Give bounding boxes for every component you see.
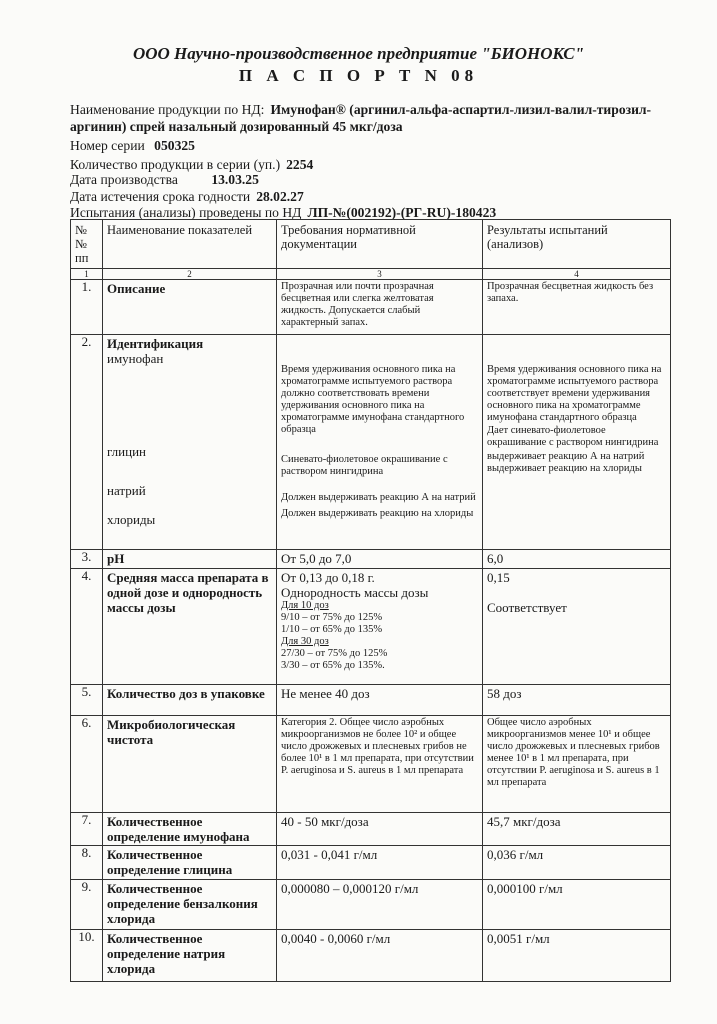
table-row bbox=[71, 846, 671, 880]
col-num-4: 4 bbox=[483, 269, 671, 280]
row-result: 6,0 bbox=[483, 550, 671, 569]
row-requirement: Категория 2. Общее число аэробных микроорганизмов не более 10² и общее число дрожжевых и плесневых грибов не более 10¹ в 1 мл препарата, при отсутствии P. aeruginosa и S. aureus в 1 мл препарата bbox=[277, 716, 483, 813]
row-name: Описание bbox=[107, 281, 166, 296]
sub-name-sodium: натрий bbox=[107, 483, 146, 498]
res-mass: 0,15 bbox=[487, 570, 510, 585]
table-row bbox=[71, 335, 671, 550]
req-30-doses: Для 30 доз bbox=[281, 636, 329, 647]
row-result: 0,0051 г/мл bbox=[483, 930, 671, 982]
row-result: Прозрачная бесцветная жидкость без запаха. bbox=[483, 280, 671, 335]
header-req: Требования нормативной документации bbox=[277, 220, 483, 269]
row-number: 7. bbox=[71, 813, 103, 846]
prod-date-line bbox=[70, 171, 670, 188]
row-name: pH bbox=[107, 551, 125, 566]
col-num-1: 1 bbox=[71, 269, 103, 280]
req-10-a: 9/10 – от 75% до 125% bbox=[281, 612, 383, 623]
row-result: Общее число аэробных микроорганизмов менее 10¹ и общее число дрожжевых и плесневых грибов менее 10¹ в 1 мл препарата, при отсутствии P. aeruginosa и S. aureus в 1 мл препарата bbox=[483, 716, 671, 813]
series-value: 050325 bbox=[154, 138, 195, 153]
row-name: Идентификация bbox=[107, 336, 204, 351]
row-number: 6. bbox=[71, 716, 103, 813]
exp-line bbox=[70, 188, 670, 205]
exp-value: 28.02.27 bbox=[256, 189, 304, 204]
table-row bbox=[71, 569, 671, 685]
row-result: 0,000100 г/мл bbox=[483, 880, 671, 930]
row-name: Количественное определение бензалкония хлорида bbox=[107, 881, 258, 926]
row-requirement: 0,0040 - 0,0060 г/мл bbox=[277, 930, 483, 982]
row-requirement: Не менее 40 доз bbox=[277, 685, 483, 716]
row-number: 1. bbox=[71, 280, 103, 335]
sub-req-chlorides: Должен выдерживать реакцию на хлориды bbox=[281, 508, 474, 519]
table-row bbox=[71, 550, 671, 569]
sub-req-glycine: Синевато-фиолетовое окрашивание с раствором нингидрина bbox=[281, 454, 448, 477]
req-30-a: 27/30 – от 75% до 125% bbox=[281, 648, 388, 659]
sub-res-glycine: Дает синевато-фиолетовое окрашивание с раствором нингидрина bbox=[487, 425, 659, 448]
row-requirement: 0,031 - 0,041 г/мл bbox=[277, 846, 483, 880]
table-row bbox=[71, 685, 671, 716]
sub-name-chlorides: хлориды bbox=[107, 512, 156, 527]
tests-label: Испытания (анализы) проведены по НД bbox=[70, 205, 302, 220]
tests-value: ЛП-№(002192)-(РГ-RU)-180423 bbox=[307, 205, 497, 220]
row-requirement: Прозрачная или почти прозрачная бесцветная или слегка желтоватая жидкость. Допускается слабый характерный запах. bbox=[277, 280, 483, 335]
header-num: №№ пп bbox=[71, 220, 103, 269]
req-30-b: 3/30 – от 65% до 135%. bbox=[281, 660, 385, 671]
row-number: 4. bbox=[71, 569, 103, 685]
row-requirement: 0,000080 – 0,000120 г/мл bbox=[277, 880, 483, 930]
row-requirement: От 5,0 до 7,0 bbox=[277, 550, 483, 569]
row-number: 3. bbox=[71, 550, 103, 569]
col-num-3: 3 bbox=[277, 269, 483, 280]
row-name: Количественное определение глицина bbox=[107, 847, 233, 877]
column-numbers bbox=[71, 269, 671, 280]
row-name: Средняя масса препарата в одной дозе и однородность массы дозы bbox=[107, 570, 269, 615]
table-row bbox=[71, 716, 671, 813]
product-name: Имунофан® (аргинил-альфа-аспартил-лизил-валил-тирозил-аргинин) спрей назальный дозированный 45 мкг/доза bbox=[70, 102, 652, 134]
prod-date-label: Дата производства bbox=[70, 172, 178, 187]
row-number: 2. bbox=[71, 335, 103, 550]
results-table bbox=[70, 219, 671, 982]
req-10-b: 1/10 – от 65% до 135% bbox=[281, 624, 383, 635]
product-label: Наименование продукции по НД: bbox=[70, 102, 265, 117]
table-row bbox=[71, 813, 671, 846]
row-result: 45,7 мкг/доза bbox=[483, 813, 671, 846]
row-number: 5. bbox=[71, 685, 103, 716]
row-name: Микробиологическая чистота bbox=[107, 717, 236, 747]
row-requirement: 40 - 50 мкг/доза bbox=[277, 813, 483, 846]
qty-value: 2254 bbox=[286, 157, 314, 172]
row-result: 58 доз bbox=[483, 685, 671, 716]
col-num-2: 2 bbox=[103, 269, 277, 280]
row-result: 0,036 г/мл bbox=[483, 846, 671, 880]
series-line bbox=[70, 137, 670, 154]
sub-res-imunofan: Время удерживания основного пика на хроматограмме испытуемого раствора соответствует времени удерживания основного пика на хроматограмме имунофана стандартного образца bbox=[487, 364, 662, 423]
organization-title: ООО Научно-производственное предприятие "БИОНОКС" bbox=[132, 44, 585, 63]
sub-req-sodium: Должен выдерживать реакцию А на натрий bbox=[281, 492, 476, 503]
table-row bbox=[71, 280, 671, 335]
req-uniformity: Однородность массы дозы bbox=[281, 585, 429, 600]
exp-label: Дата истечения срока годности bbox=[70, 189, 251, 204]
sub-name-imunofan: имунофан bbox=[107, 351, 164, 366]
sub-res-chlorides: выдерживает реакцию на хлориды bbox=[487, 463, 642, 474]
req-mass: От 0,13 до 0,18 г. bbox=[281, 570, 375, 585]
product-line bbox=[70, 101, 670, 135]
row-name: Количественное определение натрия хлорида bbox=[107, 931, 226, 976]
row-name: Количество доз в упаковке bbox=[107, 686, 265, 701]
header-res: Результаты испытаний (анализов) bbox=[483, 220, 671, 269]
row-number: 10. bbox=[71, 930, 103, 982]
sub-name-glycine: глицин bbox=[107, 444, 146, 459]
qty-label: Количество продукции в серии (уп.) bbox=[70, 157, 281, 172]
row-number: 9. bbox=[71, 880, 103, 930]
series-label: Номер серии bbox=[70, 138, 145, 153]
prod-date-value: 13.03.25 bbox=[211, 172, 259, 187]
req-10-doses: Для 10 доз bbox=[281, 600, 329, 611]
row-name: Количественное определение имунофана bbox=[107, 814, 250, 844]
table-row bbox=[71, 930, 671, 982]
header-name: Наименование показателей bbox=[103, 220, 277, 269]
table-header bbox=[71, 220, 671, 269]
res-uniformity: Соответствует bbox=[487, 600, 567, 615]
sub-req-imunofan: Время удерживания основного пика на хроматограмме испытуемого раствора должно соответствовать времени удерживания основного пика на хроматограмме имунофана стандартного образца bbox=[281, 364, 465, 435]
row-number: 8. bbox=[71, 846, 103, 880]
sub-res-sodium: выдерживает реакцию А на натрий bbox=[487, 451, 645, 462]
table-row bbox=[71, 880, 671, 930]
passport-title: П А С П О Р Т N 08 bbox=[238, 66, 479, 85]
